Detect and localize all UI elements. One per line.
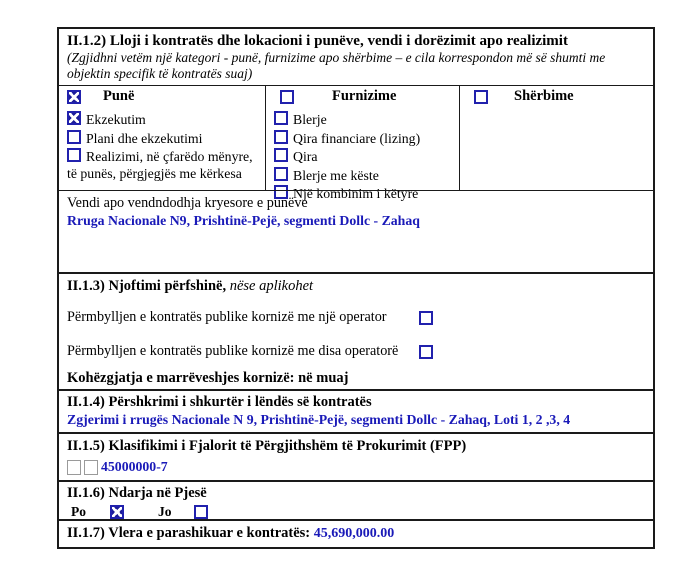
- fpp-code-line: [67, 459, 645, 475]
- location-row: [59, 190, 653, 272]
- plani-checkbox[interactable]: [67, 130, 81, 144]
- qira-financiare-checkbox[interactable]: [274, 130, 288, 144]
- section-II14: [59, 389, 653, 432]
- frame-multi-operator-checkbox[interactable]: [419, 345, 433, 359]
- pune-label: Punë: [103, 88, 135, 104]
- section-II16-title: II.1.6) Ndarja në Pjesë: [67, 485, 207, 501]
- category-furnizime: [265, 86, 460, 107]
- section-II13-title-bold: II.1.3) Njoftimi përfshinë,: [67, 278, 227, 294]
- blerje-checkbox[interactable]: [274, 111, 288, 125]
- section-II17-title: II.1.7) Vlera e parashikuar e kontratës:: [67, 525, 314, 541]
- realizimi-label: Realizimi, në çfarëdo mënyre, të punës, përgjegjës me kërkesa: [67, 149, 253, 181]
- contract-subtype-row: [59, 107, 653, 201]
- sherbime-label: Shërbime: [514, 88, 574, 104]
- po-checkbox[interactable]: [110, 505, 124, 519]
- frame-multi-operator: [67, 343, 645, 360]
- section-II15: [59, 432, 653, 480]
- ekzekutim-checkbox[interactable]: [67, 111, 81, 125]
- fpp-box-2[interactable]: [84, 460, 98, 475]
- blerje-keste-checkbox[interactable]: [274, 167, 288, 181]
- section-II12-title: II.1.2) Lloji i kontratës dhe lokacioni i punëve, vendi i dorëzimit apo realizimit: [67, 33, 568, 49]
- plani-label: Plani dhe ekzekutimi: [86, 130, 203, 146]
- option-qira: [274, 147, 453, 166]
- contract-type-row: [59, 85, 653, 107]
- pune-checkbox[interactable]: [67, 90, 81, 104]
- blerje-label: Blerje: [293, 112, 327, 127]
- lots-yes-no-line: [67, 504, 645, 520]
- frame-one-operator-label: Përmbylljen e kontratës publike kornizë me një operator: [67, 309, 387, 325]
- section-II12-header: [59, 29, 653, 85]
- frame-one-operator-checkbox[interactable]: [419, 311, 433, 325]
- ekzekutim-label: Ekzekutim: [86, 112, 146, 127]
- framework-duration-label: Kohëzgjatja e marrëveshjes kornizë: në muaj: [67, 370, 349, 386]
- furnizime-checkbox[interactable]: [280, 90, 294, 104]
- section-II12-subtitle: (Zgjidhni vetëm një kategori - punë, furnizime apo shërbime – e cila korrespondon më së shumti me objektin specifik të kontratës suaj): [67, 50, 606, 81]
- section-II14-value: Zgjerimi i rrugës Nacionale N 9, Prishtinë-Pejë, segmenti Dollc - Zahaq, Loti 1, 2 ,3, 4: [67, 412, 571, 427]
- option-realizimi: [67, 147, 259, 182]
- frame-multi-operator-label: Përmbylljen e kontratës publike kornizë me disa operatorë: [67, 343, 399, 359]
- option-ekzekutim: [67, 110, 259, 129]
- category-sherbime: [460, 86, 653, 107]
- section-II13: [59, 272, 653, 389]
- qira-financiare-label: Qira financiare (lizing): [293, 130, 421, 146]
- section-II13-title-italic: nëse aplikohet: [226, 278, 314, 294]
- option-qira-financiare: [274, 129, 453, 148]
- realizimi-checkbox[interactable]: [67, 148, 81, 162]
- section-II13-title: [67, 278, 645, 295]
- blerje-keste-label: Blerje me këste: [293, 167, 379, 183]
- qira-label: Qira: [293, 149, 318, 164]
- kombinim-label: Një kombinim i këtyre: [293, 186, 419, 201]
- location-label: Vendi apo vendndodhja kryesore e punëve: [67, 195, 308, 211]
- section-II15-title: II.1.5) Klasifikimi i Fjalorit të Përgjithshëm të Prokurimit (FPP): [67, 438, 467, 454]
- section-II16: [59, 480, 653, 519]
- frame-one-operator: [67, 309, 645, 326]
- fpp-code: 45000000-7: [101, 459, 168, 474]
- option-blerje: [274, 110, 453, 129]
- option-blerje-keste: [274, 166, 453, 185]
- option-plani: [67, 129, 259, 148]
- qira-checkbox[interactable]: [274, 148, 288, 162]
- section-II17: [59, 519, 653, 547]
- category-pune: [59, 86, 265, 107]
- sherbime-options-empty: [460, 107, 653, 190]
- procurement-form-table: [57, 27, 655, 549]
- jo-checkbox[interactable]: [194, 505, 208, 519]
- furnizime-label: Furnizime: [332, 88, 397, 104]
- location-value: Rruga Nacionale N9, Prishtinë-Pejë, segmenti Dollc - Zahaq: [67, 213, 420, 228]
- fpp-box-1[interactable]: [67, 460, 81, 475]
- furnizime-options: [265, 107, 460, 201]
- sherbime-checkbox[interactable]: [474, 90, 488, 104]
- section-II14-title: II.1.4) Përshkrimi i shkurtër i lëndës së kontratës: [67, 394, 372, 410]
- po-label: Po: [71, 504, 86, 519]
- jo-label: Jo: [158, 504, 172, 519]
- pune-options: [59, 107, 265, 190]
- estimated-value: 45,690,000.00: [313, 526, 395, 541]
